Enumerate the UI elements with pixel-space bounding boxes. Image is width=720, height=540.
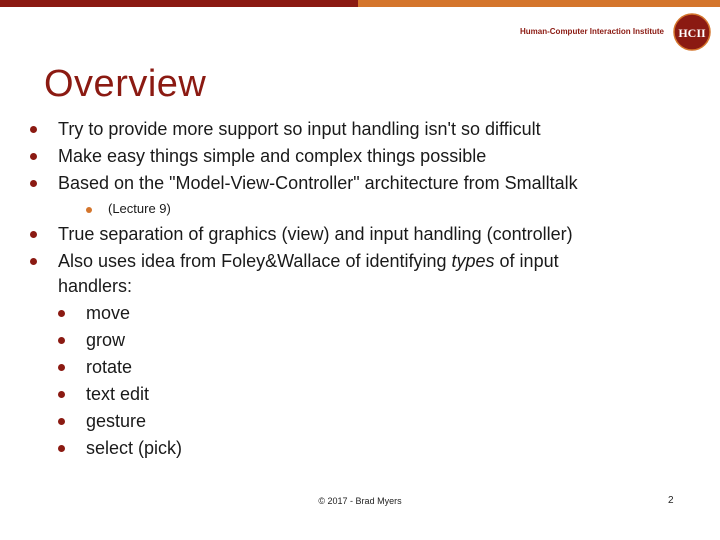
handler-text: rotate [86,357,133,377]
handler-item [30,435,690,462]
handler-text: text edit [86,384,150,404]
bullet-icon [30,258,37,265]
bullet-item [30,221,690,248]
logo-text: HCII [678,26,706,40]
top-bar-dark-segment [0,0,358,7]
handler-item [30,381,690,408]
page-number: 2 [668,495,674,506]
bullet-icon [58,364,65,371]
handler-text: grow [86,330,126,350]
handler-item [30,408,690,435]
bullet-icon [58,391,65,398]
bullet-italic-text: types [451,251,495,271]
bullet-item [30,248,690,275]
hcii-logo [672,12,712,52]
slide-content [30,116,690,462]
sub-bullet-item [30,199,690,219]
bullet-icon [58,310,65,317]
sub-bullet-icon [86,207,92,213]
handler-item [30,354,690,381]
bullet-continuation: handlers: [58,276,133,296]
bullet-text-part: of input [494,251,559,271]
slide-title: Overview [44,63,207,105]
handler-item [30,327,690,354]
institute-name: Human-Computer Interaction Institute [520,27,665,36]
bullet-text-part: Also uses idea from Foley&Wallace of identifying [58,251,452,271]
handler-text: select (pick) [86,438,183,458]
bullet-icon [30,126,37,133]
bullet-text: Make easy things simple and complex things possible [58,146,487,166]
bullet-icon [58,337,65,344]
bullet-text: True separation of graphics (view) and input handling (controller) [58,224,573,244]
bullet-icon [30,231,37,238]
bullet-item [30,116,690,143]
bullet-icon [30,180,37,187]
bullet-icon [58,418,65,425]
handler-item [30,300,690,327]
handler-text: gesture [86,411,147,431]
bullet-text: Try to provide more support so input handling isn't so difficult [58,119,541,139]
sub-bullet-text: (Lecture 9) [108,201,171,216]
handler-text: move [86,303,131,323]
bullet-icon [58,445,65,452]
bullet-icon [30,153,37,160]
footer-copyright: © 2017 - Brad Myers [318,496,402,506]
top-accent-bar [0,0,720,7]
top-bar-orange-segment [358,0,720,7]
bullet-item [30,143,690,170]
bullet-item [30,170,690,197]
bullet-text: Based on the "Model-View-Controller" architecture from Smalltalk [58,173,578,193]
